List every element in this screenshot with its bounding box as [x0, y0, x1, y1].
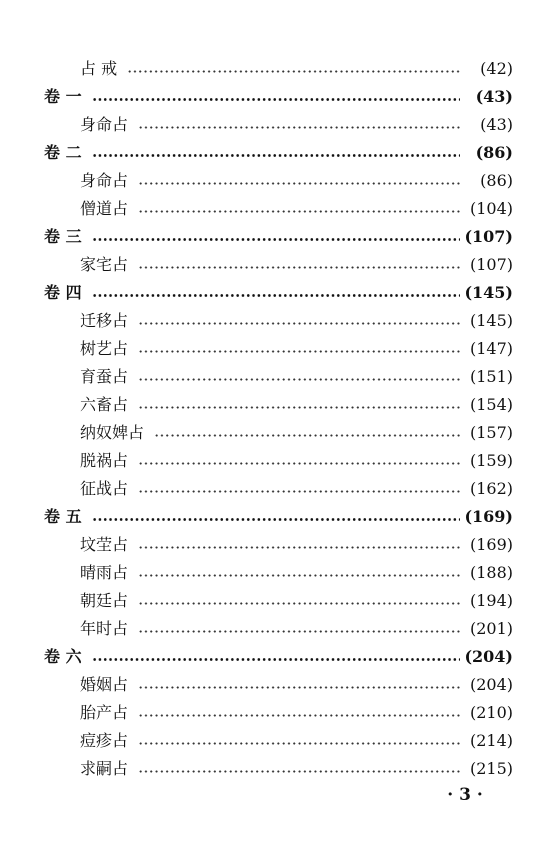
page-number: · 3 ·	[447, 785, 483, 805]
dot-leader	[138, 350, 460, 353]
dot-leader	[92, 154, 460, 157]
page-ref: (159)	[469, 451, 513, 470]
toc-entry	[0, 728, 557, 754]
page-ref: (107)	[464, 227, 513, 246]
entry-title: 纳奴婢占	[80, 423, 145, 442]
volume-heading	[0, 224, 557, 250]
dot-leader	[138, 490, 460, 493]
dot-leader	[92, 294, 460, 297]
page-ref: (204)	[469, 675, 513, 694]
dot-leader	[138, 602, 460, 605]
toc-entry	[0, 336, 557, 362]
toc-entry	[0, 196, 557, 222]
dot-leader	[138, 126, 460, 129]
toc-entry	[0, 588, 557, 614]
page-ref: (214)	[469, 731, 513, 750]
dot-leader	[138, 770, 460, 773]
toc-entry	[0, 252, 557, 278]
page-ref: (201)	[469, 619, 513, 638]
dot-leader	[138, 266, 460, 269]
volume-heading	[0, 280, 557, 306]
page-ref: (169)	[469, 535, 513, 554]
entry-title: 六畜占	[80, 395, 129, 414]
volume-title: 卷 二	[44, 143, 82, 162]
toc-entry	[0, 616, 557, 642]
entry-title: 占 戒	[80, 59, 118, 78]
page-ref: (145)	[469, 311, 513, 330]
toc-entry	[0, 672, 557, 698]
page-ref: (107)	[469, 255, 513, 274]
entry-title: 身命占	[80, 115, 129, 134]
dot-leader	[138, 462, 460, 465]
page-ref: (151)	[469, 367, 513, 386]
toc-entry	[0, 420, 557, 446]
volume-title: 卷 六	[44, 647, 82, 666]
dot-leader	[138, 714, 460, 717]
page-ref: (157)	[469, 423, 513, 442]
toc-entry	[0, 756, 557, 782]
volume-heading	[0, 644, 557, 670]
page-ref: (188)	[469, 563, 513, 582]
toc-entry	[0, 112, 557, 138]
dot-leader	[138, 406, 460, 409]
toc-entry	[0, 364, 557, 390]
dot-leader	[138, 378, 460, 381]
page-ref: (154)	[469, 395, 513, 414]
entry-title: 胎产占	[80, 703, 129, 722]
entry-title: 迁移占	[80, 311, 129, 330]
entry-title: 征战占	[80, 479, 129, 498]
toc-entry	[0, 168, 557, 194]
entry-title: 晴雨占	[80, 563, 129, 582]
volume-title: 卷 一	[44, 87, 82, 106]
volume-heading	[0, 140, 557, 166]
volume-title: 卷 五	[44, 507, 82, 526]
toc-entry	[0, 560, 557, 586]
entry-title: 育蚕占	[80, 367, 129, 386]
entry-title: 朝廷占	[80, 591, 129, 610]
dot-leader	[154, 434, 460, 437]
entry-title: 求嗣占	[80, 759, 129, 778]
toc-entry	[0, 532, 557, 558]
entry-title: 僧道占	[80, 199, 129, 218]
page-ref: (43)	[480, 115, 513, 134]
entry-title: 树艺占	[80, 339, 129, 358]
entry-title: 身命占	[80, 171, 129, 190]
entry-title: 脱祸占	[80, 451, 129, 470]
page-ref: (86)	[475, 143, 513, 162]
toc-entry	[0, 56, 557, 82]
page-ref: (215)	[469, 759, 513, 778]
entry-title: 坟茔占	[80, 535, 129, 554]
dot-leader	[127, 70, 460, 73]
page-ref: (145)	[464, 283, 513, 302]
page-ref: (162)	[469, 479, 513, 498]
dot-leader	[92, 658, 460, 661]
dot-leader	[138, 742, 460, 745]
page-ref: (147)	[469, 339, 513, 358]
page-ref: (194)	[469, 591, 513, 610]
page-ref: (210)	[469, 703, 513, 722]
volume-title: 卷 四	[44, 283, 82, 302]
toc-entry	[0, 700, 557, 726]
dot-leader	[138, 546, 460, 549]
entry-title: 痘疹占	[80, 731, 129, 750]
page-ref: (104)	[469, 199, 513, 218]
dot-leader	[138, 574, 460, 577]
dot-leader	[92, 238, 460, 241]
entry-title: 年时占	[80, 619, 129, 638]
dot-leader	[138, 322, 460, 325]
page-ref: (43)	[475, 87, 513, 106]
toc-entry	[0, 308, 557, 334]
dot-leader	[138, 210, 460, 213]
entry-title: 婚姻占	[80, 675, 129, 694]
page-ref: (169)	[464, 507, 513, 526]
volume-heading	[0, 84, 557, 110]
volume-heading	[0, 504, 557, 530]
dot-leader	[138, 630, 460, 633]
toc-entry	[0, 448, 557, 474]
dot-leader	[92, 518, 460, 521]
dot-leader	[92, 98, 460, 101]
entry-title: 家宅占	[80, 255, 129, 274]
volume-title: 卷 三	[44, 227, 82, 246]
dot-leader	[138, 182, 460, 185]
dot-leader	[138, 686, 460, 689]
page-ref: (204)	[464, 647, 513, 666]
toc-entry	[0, 392, 557, 418]
toc-entry	[0, 476, 557, 502]
page-ref: (42)	[480, 59, 513, 78]
page-ref: (86)	[480, 171, 513, 190]
